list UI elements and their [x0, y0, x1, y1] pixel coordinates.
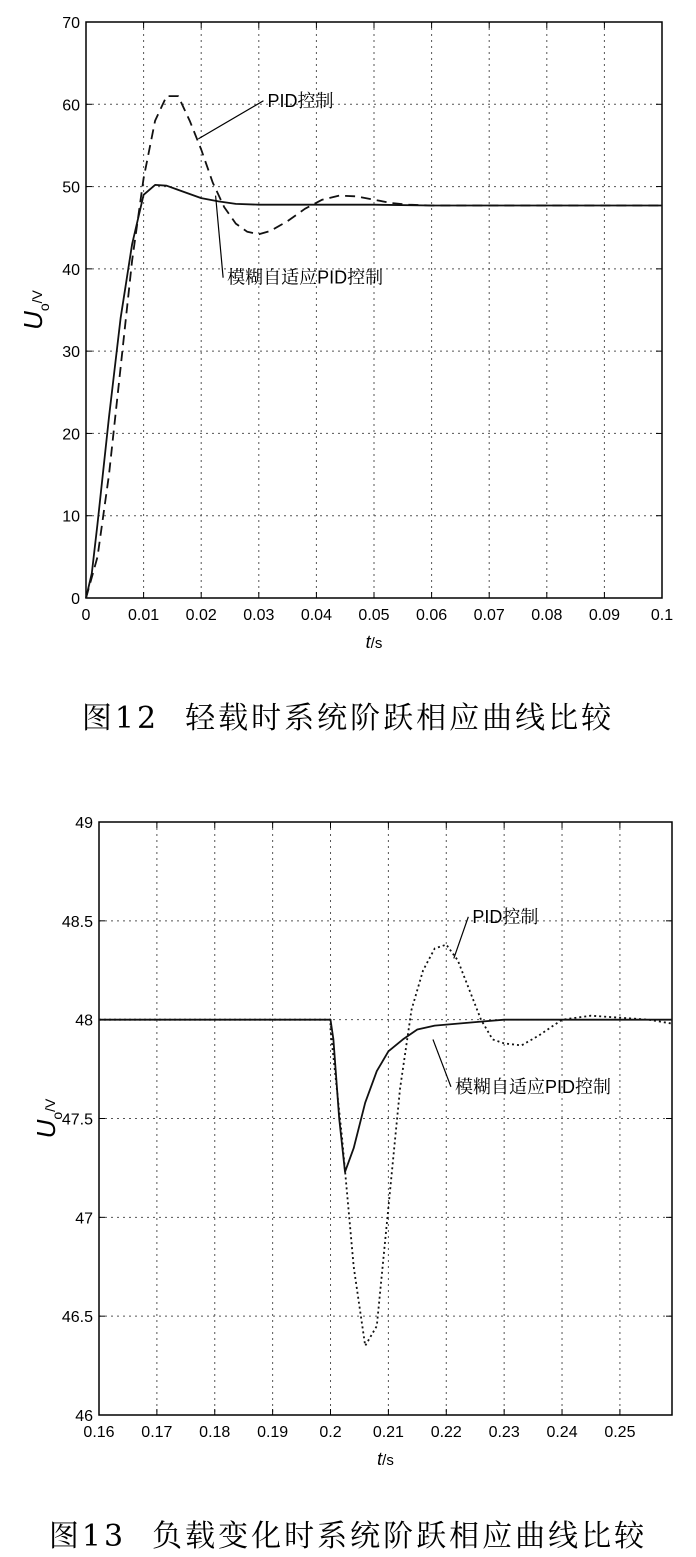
x-tick-label: 0.09 — [588, 607, 620, 624]
annotation-label: 模糊自适应PID控制 — [454, 1076, 611, 1097]
x-tick-label: 0.21 — [372, 1424, 404, 1441]
annotation-label: PID控制 — [267, 90, 334, 111]
x-tick-label: 0 — [81, 607, 91, 624]
y-tick-label: 0 — [71, 591, 80, 608]
x-tick-label: 0.02 — [185, 607, 217, 624]
figure-13-caption — [0, 1511, 696, 1555]
x-tick-label: 0.08 — [531, 607, 563, 624]
x-tick-label: 0.25 — [604, 1424, 636, 1441]
annotation-label: PID控制 — [472, 906, 539, 927]
caption-text: 轻载时系统阶跃相应曲线比较 — [185, 701, 615, 736]
x-tick-label: 0.01 — [128, 607, 160, 624]
x-tick-label: 0.1 — [650, 607, 674, 624]
y-tick-label: 30 — [62, 344, 80, 362]
x-tick-label: 0.22 — [430, 1424, 462, 1441]
y-tick-label: 60 — [62, 97, 80, 115]
chart-0 — [18, 15, 673, 652]
x-axis-label: t/s — [377, 1449, 394, 1469]
figure-12-caption — [0, 693, 696, 737]
y-tick-label: 48.5 — [61, 913, 93, 931]
x-tick-label: 0.16 — [83, 1424, 115, 1441]
y-tick-label: 47.5 — [61, 1111, 93, 1129]
y-tick-label: 10 — [62, 508, 80, 526]
series-line-solid — [86, 185, 662, 598]
y-tick-label: 70 — [62, 15, 80, 32]
x-axis-label: t/s — [365, 632, 383, 652]
x-tick-label: 0.04 — [300, 607, 332, 624]
y-axis-label: Uo/V — [18, 290, 52, 330]
x-tick-label: 0.17 — [141, 1424, 173, 1441]
annotation-leader — [198, 101, 263, 139]
y-tick-label: 20 — [62, 426, 80, 444]
y-tick-label: 46 — [75, 1408, 93, 1425]
chart-1 — [31, 815, 672, 1469]
annotation-leader — [216, 196, 224, 278]
caption-text: 负载变化时系统阶跃相应曲线比较 — [152, 1519, 648, 1554]
annotation-label: 模糊自适应PID控制 — [227, 267, 384, 288]
y-tick-label: 48 — [75, 1012, 93, 1030]
x-tick-label: 0.18 — [199, 1424, 231, 1441]
x-tick-label: 0.05 — [358, 607, 390, 624]
y-tick-label: 49 — [75, 815, 93, 832]
x-tick-label: 0.07 — [473, 607, 505, 624]
x-tick-label: 0.19 — [257, 1424, 289, 1441]
x-tick-label: 0.06 — [416, 607, 448, 624]
x-tick-label: 0.24 — [546, 1424, 578, 1441]
y-tick-label: 46.5 — [61, 1309, 93, 1327]
annotation-leader — [454, 917, 469, 959]
x-tick-label: 0.2 — [319, 1424, 342, 1441]
caption-number: 图13 — [48, 1519, 127, 1554]
caption-number: 图12 — [81, 701, 160, 736]
annotation-leader — [433, 1039, 451, 1086]
y-tick-label: 47 — [75, 1210, 93, 1228]
y-axis-label: Uo/V — [31, 1098, 65, 1139]
series-line-dotted — [99, 945, 672, 1346]
x-tick-label: 0.03 — [243, 607, 275, 624]
x-tick-label: 0.23 — [488, 1424, 520, 1441]
y-tick-label: 50 — [62, 179, 80, 197]
y-tick-label: 40 — [62, 261, 80, 279]
